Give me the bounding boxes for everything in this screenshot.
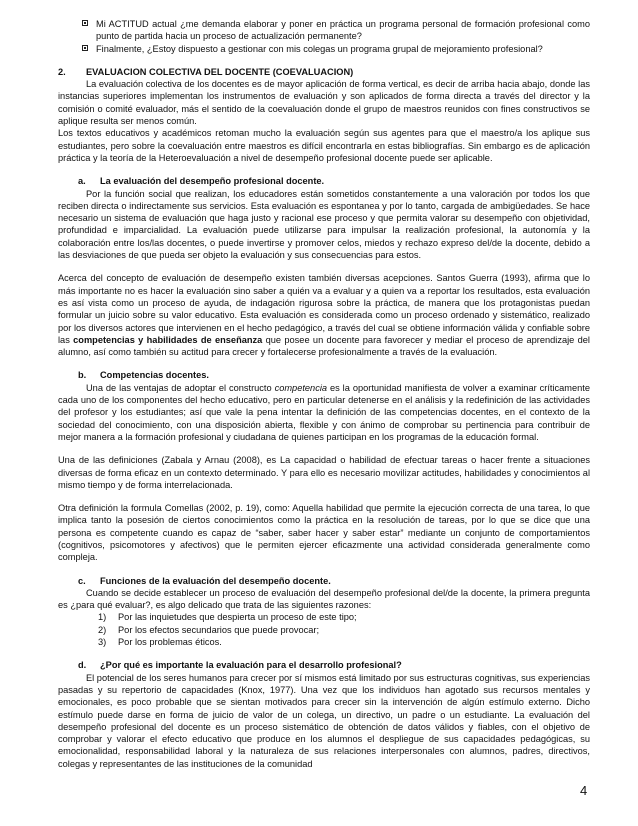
subsection-heading xyxy=(58,575,590,587)
paragraph: El potencial de los seres humanos para crecer por sí mismos está limitado por sus estructuras cognitivas, sus experiencias pasadas y su repertorio de capacidades (Knox, 1977). Una vez que los individuos han agotado sus recursos mentales y emocionales, es poco probable que se sientan motivados para crecer sin la intervención de algún estímulo externo. Dicho estímulo puede darse en forma de juicio de valor de un colega, un directivo, un padre o un estudiante. La evaluación del desempeño profesional del docente es un proceso sistemático de obtención de datos válidos y fiables, con el objetivo de comprobar y valorar el efecto educativo que produce en los alumnos el despliegue de sus capacidades pedagógicas, su emocionalidad, responsabilidad laboral y la naturaleza de sus relaciones interpersonales con alumnos, padres, directivos, colegas y representantes de las instituciones de la comunidad xyxy=(58,672,590,769)
checkbox-bullet-item: Finalmente, ¿Estoy dispuesto a gestionar con mis colegas un programa grupal de mejoramiento profesional? xyxy=(58,43,590,55)
paragraph: Otra definición la formula Comellas (2002, p. 19), como: Aquella habilidad que permite la ejecución correcta de una tarea, lo que implica tanto la posesión de ciertos conocimientos como la práctica en la resolución de tareas, por lo que se dice que una persona es competente cuando es capaz de “saber, saber hacer y saber estar” mediante un conjunto de comportamientos (cognitivos, psicomotores y afectivos) que le permiten ejercer eficazmente una actividad considerada generalmente como compleja. xyxy=(58,503,590,563)
checkbox-bullet-icon xyxy=(82,45,88,51)
checkbox-bullet-icon xyxy=(82,20,88,26)
page-number: 4 xyxy=(580,783,588,798)
numbered-item: 1) Por las inquietudes que despierta un proceso de este tipo; xyxy=(98,612,357,623)
section-title: EVALUACION COLECTIVA DEL DOCENTE (COEVALUACION) xyxy=(86,66,354,77)
subsection-title: La evaluación del desempeño profesional docente. xyxy=(100,176,325,187)
paragraph: Cuando se decide establecer un proceso de evaluación del desempeño profesional del/de la docente, la primera pregunta es ¿para qué evaluar?, es algo delicado que trata de las siguientes razones: xyxy=(58,587,590,611)
subsection-heading xyxy=(58,175,590,187)
bold-phrase: competencias y habilidades de enseñanza xyxy=(73,334,263,345)
paragraph: Acerca del concepto de evaluación de desempeño existen también diversas acepciones. Santos Guerra (1993), afirma que lo más importante no es hacer la evaluación sino saber a quién va a evaluar y a quien va a reportar los resultados, esta evaluación es así vista como un proceso de ayuda, de indagación rigurosa sobre la práctica, de manera que los protagonistas puedan formular un juicio sobre su valor educativo. Esta evaluación es considerada como un proceso ordenado y sistemático, realizado por los diversos actores que intervienen en el hecho pedagógico, a través del cual se obtiene información válida y confiable sobre las competencias y habilidades de enseñanza que posee un docente para favorecer y mediar el proceso de aprendizaje del alumno, así como también su actitud para crecer y fortalecerse profesionalmente a través de la evaluación. xyxy=(58,273,590,358)
numbered-item: 2) Por los efectos secundarios que puede provocar; xyxy=(98,624,320,635)
subsection-heading xyxy=(58,369,590,381)
subsection-heading xyxy=(58,659,590,671)
italic-term: competencia xyxy=(274,382,328,393)
subsection-letter: b. xyxy=(78,370,87,381)
numbered-item: 3) Por los problemas éticos. xyxy=(98,637,222,648)
subsection-letter: a. xyxy=(78,176,86,187)
paragraph: Una de las ventajas de adoptar el constructo competencia es la oportunidad manifiesta de volver a examinar críticamente cada uno de los componentes del hecho educativo, pero en particular detenerse en el análisis y la redefinición de las actividades del profesor y los estudiantes; así que vale la pena intentar la definición de las competencias docentes, en el contexto de la sociedad del conocimiento, con una disposición abierta, flexible y con ánimo de comprobar su pertinencia para contribuir de mejor manera a la formación profesional y ciudadana de quienes participan en los programas de la educación formal. xyxy=(58,382,590,442)
paragraph: Una de las definiciones (Zabala y Arnau (2008), es La capacidad o habilidad de efectuar tareas o hacer frente a situaciones diversas de forma eficaz en un contexto determinado. Y para ello es necesario movilizar actitudes, habilidades y conocimientos al mismo tiempo y de forma interrelacionada. xyxy=(58,455,590,490)
subsection-title: Funciones de la evaluación del desempeño docente. xyxy=(100,575,331,586)
page-content xyxy=(58,18,590,770)
subsection-title: Competencias docentes. xyxy=(100,370,209,381)
paragraph: Los textos educativos y académicos retoman mucho la evaluación según sus agentes para que el maestro/a los aplique sus estudiantes, pero sobre la coevaluación entre maestros es difícil encontrarla en estas bibliografías. Sin embargo es de aplicación práctica y la teoría de la Heteroevaluación a nivel de desempeño profesional docente puede ser aplicable. xyxy=(58,128,590,163)
checkbox-bullet-item: Mi ACTITUD actual ¿me demanda elaborar y poner en práctica un programa personal de formación profesional como punto de partida hacia un proceso de actualización permanente? xyxy=(58,18,590,43)
section-heading xyxy=(58,66,590,78)
section-number: 2. xyxy=(58,66,66,77)
subsection-letter: c. xyxy=(78,575,86,586)
subsection-letter: d. xyxy=(78,660,87,671)
paragraph: Por la función social que realizan, los educadores están sometidos constantemente a una valoración por todos los que reciben directa o indirectamente sus servicios. Esta evaluación es espontanea y por lo tanto, cargada de ambigüedades. Se hace necesario un sistema de evaluación que haga justo y racional ese proceso y que permita valorar su desempeño con objetividad, profundidad e imparcialidad. La evaluación puede utilizarse para impulsar la realización profesional, la autonomía y la colaboración entre los/las docentes, o puede invertirse y promover celos, miedos y rechazo expreso del/de la docente, debido a las desviaciones de que pueda ser objeto la evaluación y sus consecuencias para estos. xyxy=(58,188,590,261)
subsection-title: ¿Por qué es importante la evaluación para el desarrollo profesional? xyxy=(100,660,402,671)
paragraph: La evaluación colectiva de los docentes es de mayor aplicación de forma vertical, es decir de arriba hacia abajo, donde las instancias superiores implementan los instrumentos de evaluación y son aplicados de forma directa a través del director y la comisión o comité evaluador, más el sentido de la coevaluación donde el grupo de maestros reunidos con fines constructivos se aplique resulta ser menos común. xyxy=(58,79,590,127)
